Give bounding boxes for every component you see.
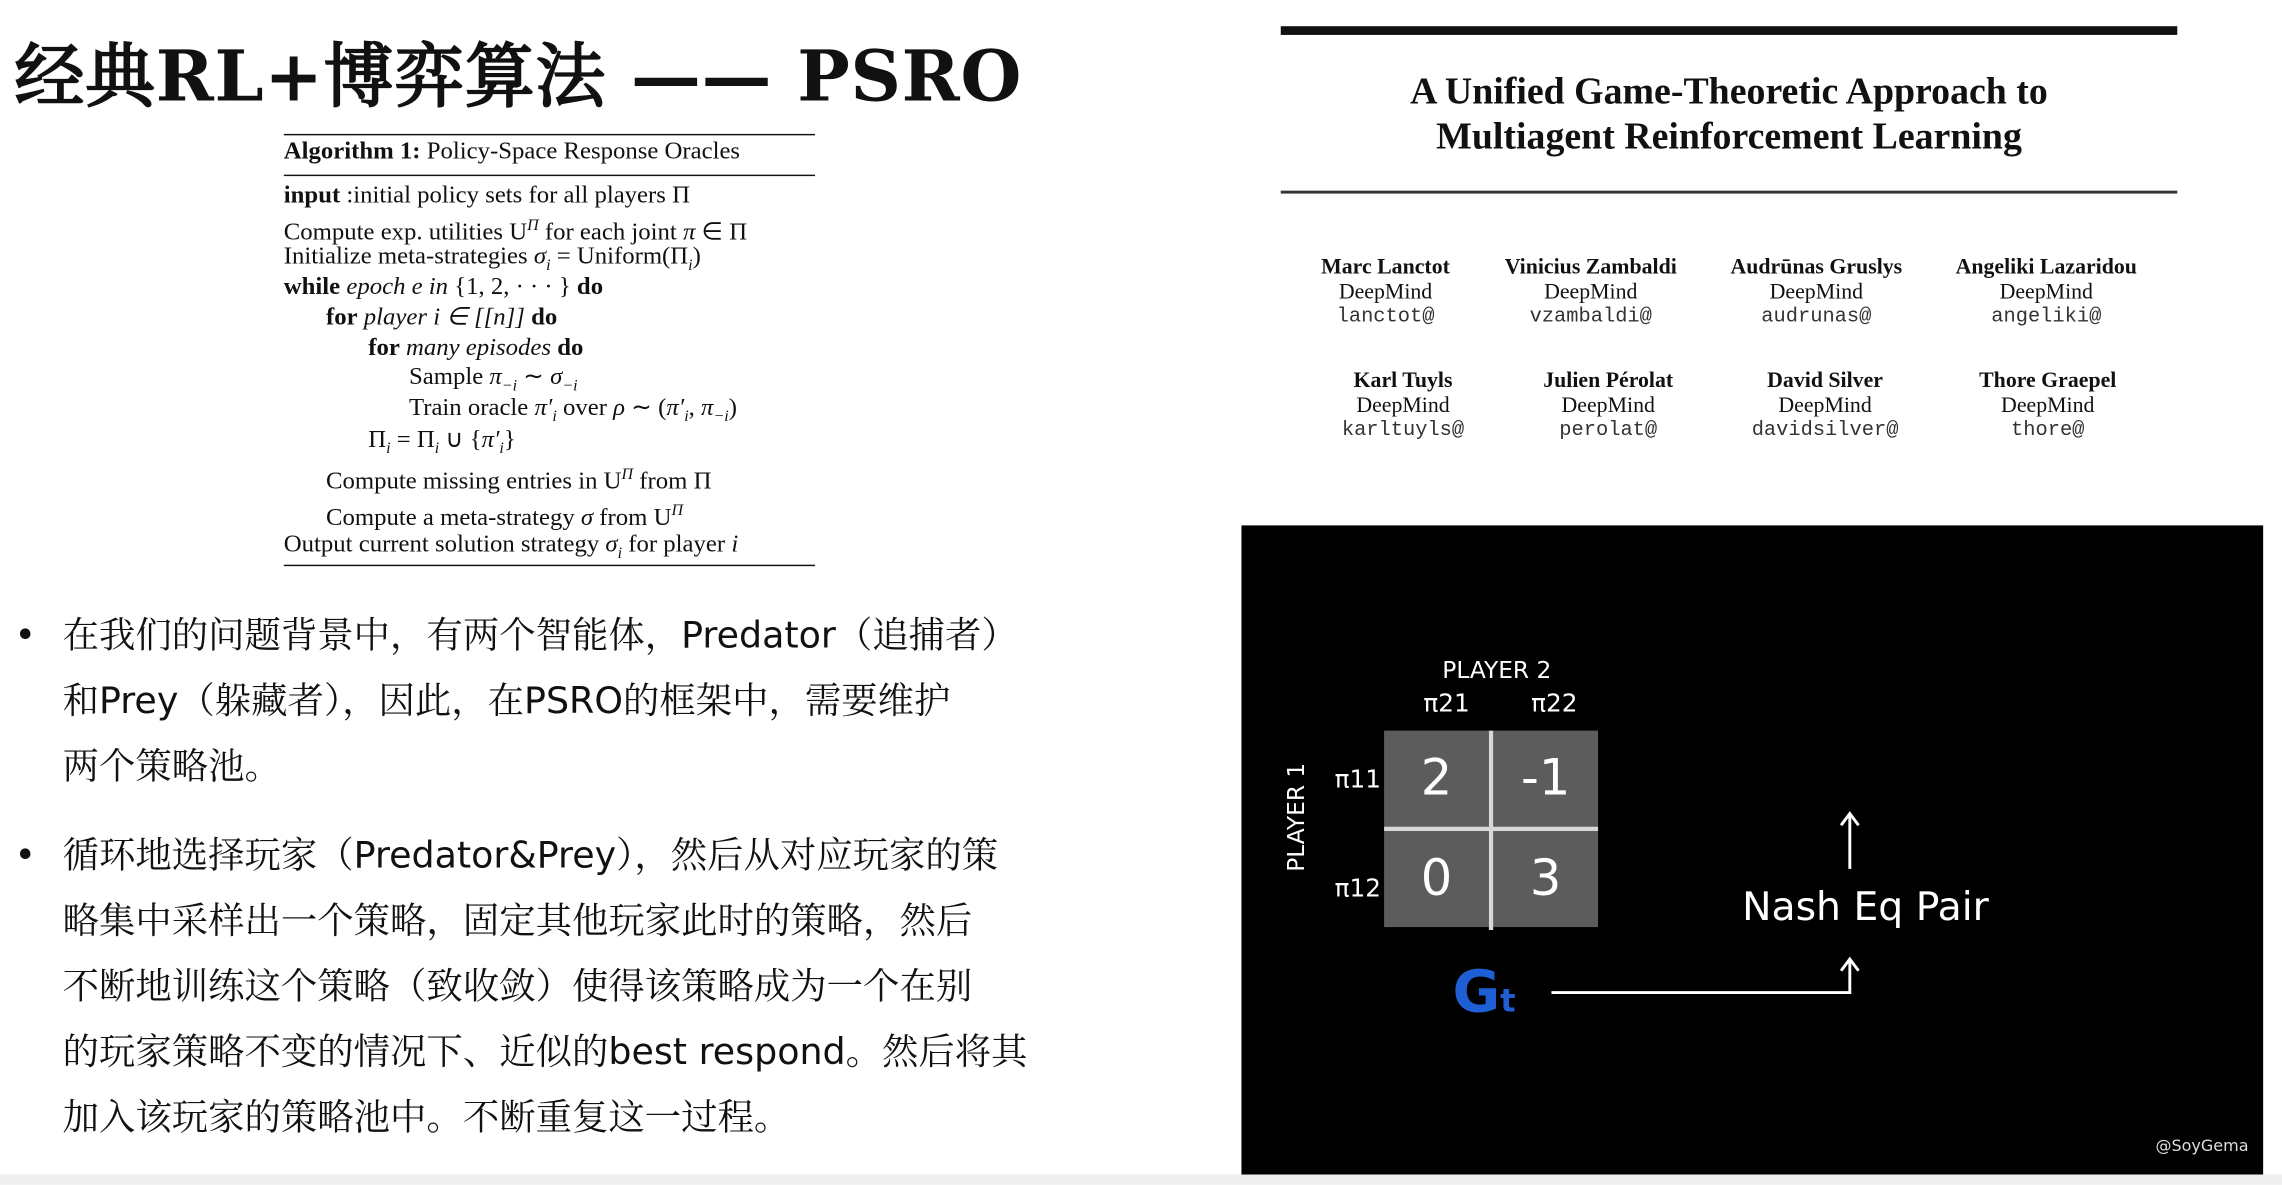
algorithm-box — [284, 134, 815, 571]
author-affiliation: DeepMind — [1544, 280, 1638, 305]
author-affiliation: DeepMind — [1338, 280, 1433, 305]
bullet-line: 不断地训练这个策略（致收敛）使得该策略成为一个在别 — [62, 964, 973, 1008]
gt-subscript: t — [1500, 983, 1516, 1021]
algorithm-token: Sample — [408, 362, 490, 391]
algorithm-token: i — [684, 408, 689, 426]
matrix-cell-1-1: 2 — [1384, 731, 1489, 827]
algorithm-token: :initial policy sets for all players Π — [340, 180, 690, 209]
algorithm-token: σ — [533, 241, 547, 270]
algorithm-token: for — [326, 302, 358, 331]
author-email: audrunas@ — [1761, 305, 1872, 329]
algorithm-token: π — [682, 217, 696, 246]
algorithm-token: Compute exp. utilities U — [283, 217, 528, 246]
author-affiliation: DeepMind — [1356, 394, 1450, 418]
author-block — [1930, 256, 2163, 330]
bullet-item — [15, 603, 1165, 799]
col-label-text: π21 — [1423, 689, 1470, 719]
algorithm-token: , — [688, 392, 702, 421]
algorithm-token: Π — [527, 216, 539, 235]
algorithm-token: for player — [622, 529, 732, 558]
algorithm-token: i — [434, 440, 440, 458]
author-email: davidsilver@ — [1751, 419, 1899, 443]
algorithm-token: for each joint — [538, 217, 683, 246]
algorithm-token: −i — [713, 408, 729, 426]
bullet-line: 循环地选择玩家（Predator&Prey），然后从对应玩家的策 — [62, 833, 999, 877]
author-name: Julien Pérolat — [1543, 369, 1674, 393]
author-email: karltuyls@ — [1341, 419, 1465, 443]
algorithm-token: i — [731, 529, 739, 558]
author-name: Audrūnas Gruslys — [1730, 256, 1903, 280]
algorithm-header-text: Policy-Space Response Oracles — [420, 136, 741, 165]
credit-watermark: @SoyGema — [2155, 1136, 2249, 1156]
bottom-bar — [0, 1175, 2282, 1185]
algorithm-token: epoch e in — [340, 272, 449, 300]
algorithm-token: Π — [671, 502, 684, 520]
author-name: Angeliki Lazaridou — [1955, 256, 2137, 280]
algorithm-token: i — [688, 256, 693, 275]
paper-bottom-rule — [1281, 191, 2178, 194]
bullet-dot: • — [14, 614, 37, 657]
bullet-line: 和Prey（躲藏者），因此，在PSRO的框架中，需要维护 — [62, 679, 951, 722]
algorithm-token: −i — [501, 377, 518, 395]
algorithm-header-label: Algorithm 1: — [283, 136, 421, 165]
row-label-2: π12 — [1334, 874, 1381, 904]
algorithm-token: ∪ { — [439, 424, 482, 453]
matrix-cell-2-1: 0 — [1384, 831, 1489, 927]
algorithm-token: player i ∈ [[n]] — [357, 302, 532, 331]
matrix-cell-2-2: 3 — [1493, 831, 1598, 927]
bullet-text — [63, 822, 1133, 1149]
author-block — [1931, 370, 2164, 444]
algorithm-token: ) — [692, 241, 701, 270]
algorithm-token: π′ — [481, 424, 500, 453]
algorithm-token: π′ — [534, 392, 553, 421]
author-block — [1269, 256, 1502, 330]
player-2-label: PLAYER 2 — [1442, 656, 1552, 685]
author-email: vzambaldi@ — [1529, 305, 1652, 329]
algorithm-token: Output current solution strategy — [283, 529, 606, 558]
algorithm-token: ) — [728, 392, 737, 421]
algorithm-token: = Π — [390, 424, 435, 453]
algorithm-line — [368, 425, 516, 463]
algorithm-token: −i — [562, 377, 578, 395]
algorithm-token: π — [701, 392, 714, 421]
author-name: Marc Lanctot — [1321, 256, 1450, 280]
algorithm-token: σ — [550, 362, 563, 391]
algorithm-token: i — [552, 408, 557, 426]
author-block — [1474, 256, 1707, 330]
algorithm-token: from U — [593, 503, 672, 531]
author-block — [1700, 256, 1933, 330]
algorithm-token: ρ — [613, 392, 626, 421]
algorithm-token: do — [531, 302, 558, 331]
bullet-line: 的玩家策略不变的情况下、近似的best respond。然后将其 — [62, 1030, 1028, 1073]
arrow-line — [1551, 961, 1849, 993]
algorithm-token: } — [503, 424, 516, 453]
algorithm-token: π — [489, 362, 502, 391]
algorithm-line — [326, 496, 683, 532]
author-name: David Silver — [1767, 369, 1883, 393]
algorithm-line — [284, 180, 690, 209]
paper-title-line-2: Multiagent Reinforcement Learning — [1436, 114, 2022, 158]
author-email: thore@ — [2011, 419, 2085, 443]
paper-top-rule — [1281, 26, 2178, 35]
algorithm-token: for — [368, 333, 400, 361]
author-name: Vinicius Zambaldi — [1504, 256, 1677, 280]
algorithm-token: do — [576, 272, 604, 300]
algorithm-line — [284, 272, 603, 301]
col-label-text: π22 — [1531, 689, 1578, 719]
algorithm-token: {1, 2, · · · } — [448, 272, 577, 300]
algorithm-token: Compute a meta-strategy — [326, 503, 581, 531]
row-label-1: π11 — [1334, 765, 1381, 795]
bullet-dot: • — [14, 833, 37, 877]
bullet-line: 两个策略池。 — [62, 745, 281, 788]
author-block — [1287, 370, 1520, 444]
author-email: lanctot@ — [1336, 305, 1435, 329]
bullet-text — [63, 603, 1133, 799]
paper-title-line-1: A Unified Game-Theoretic Approach to — [1410, 69, 2048, 113]
algorithm-token: Initialize meta-strategies — [283, 241, 534, 270]
algorithm-token: Π — [621, 465, 634, 484]
game-panel — [1241, 525, 2263, 1174]
algorithm-token: σ — [605, 529, 618, 558]
gt-main: G — [1452, 959, 1501, 1027]
algorithm-token: do — [557, 333, 584, 361]
author-email: angeliki@ — [1991, 305, 2102, 329]
player-1-label: PLAYER 1 — [1282, 762, 1310, 872]
algorithm-header — [284, 137, 740, 166]
nash-eq-label: Nash Eq Pair — [1742, 884, 1989, 931]
algorithm-token: i — [499, 440, 504, 458]
bullet-line: 加入该玩家的策略池中。不断重复这一过程。 — [62, 1095, 791, 1139]
algorithm-token: ∈ Π — [695, 217, 748, 246]
algorithm-line — [326, 303, 557, 332]
algorithm-token: ∼ — [517, 362, 551, 391]
bullet-item — [15, 822, 1165, 1149]
slide-title: 经典RL+博弈算法 —— PSRO — [14, 36, 1023, 118]
bullet-line: 略集中采样出一个策略，固定其他玩家此时的策略，然后 — [62, 899, 973, 942]
author-affiliation: DeepMind — [1769, 280, 1864, 305]
algorithm-token: σ — [580, 503, 594, 531]
paper-title — [1281, 68, 2178, 158]
algorithm-token: π′ — [666, 392, 685, 421]
algorithm-token: many episodes — [399, 333, 558, 361]
matrix-cell-1-2: -1 — [1493, 731, 1598, 827]
author-affiliation: DeepMind — [1778, 394, 1872, 418]
author-name: Karl Tuyls — [1353, 369, 1453, 393]
bullet-line: 在我们的问题背景中，有两个智能体，Predator（追捕者） — [62, 614, 1018, 657]
algorithm-token: input — [283, 180, 341, 209]
algorithm-token: over — [556, 392, 614, 421]
algorithm-token: i — [546, 256, 551, 275]
algorithm-token: while — [283, 272, 341, 300]
algorithm-token: from Π — [633, 466, 712, 495]
arrows — [1241, 525, 2263, 1174]
author-name: Thore Graepel — [1979, 369, 2117, 393]
algorithm-token: Compute missing entries in U — [326, 466, 622, 495]
algorithm-line — [284, 530, 738, 568]
algorithm-token: Train oracle — [408, 392, 535, 421]
author-block — [1492, 370, 1725, 444]
algorithm-line — [368, 333, 583, 362]
author-affiliation: DeepMind — [1561, 394, 1655, 418]
algorithm-token: ∼ ( — [625, 392, 667, 421]
algorithm-token: = Uniform(Π — [550, 241, 689, 270]
algorithm-token: Π — [368, 424, 387, 453]
author-affiliation: DeepMind — [2001, 394, 2095, 418]
author-affiliation: DeepMind — [1999, 280, 2093, 305]
algorithm-line — [326, 460, 711, 496]
algorithm-token: i — [617, 544, 623, 563]
algorithm-token: i — [386, 440, 391, 458]
author-email: perolat@ — [1559, 419, 1658, 443]
author-block — [1709, 370, 1942, 444]
